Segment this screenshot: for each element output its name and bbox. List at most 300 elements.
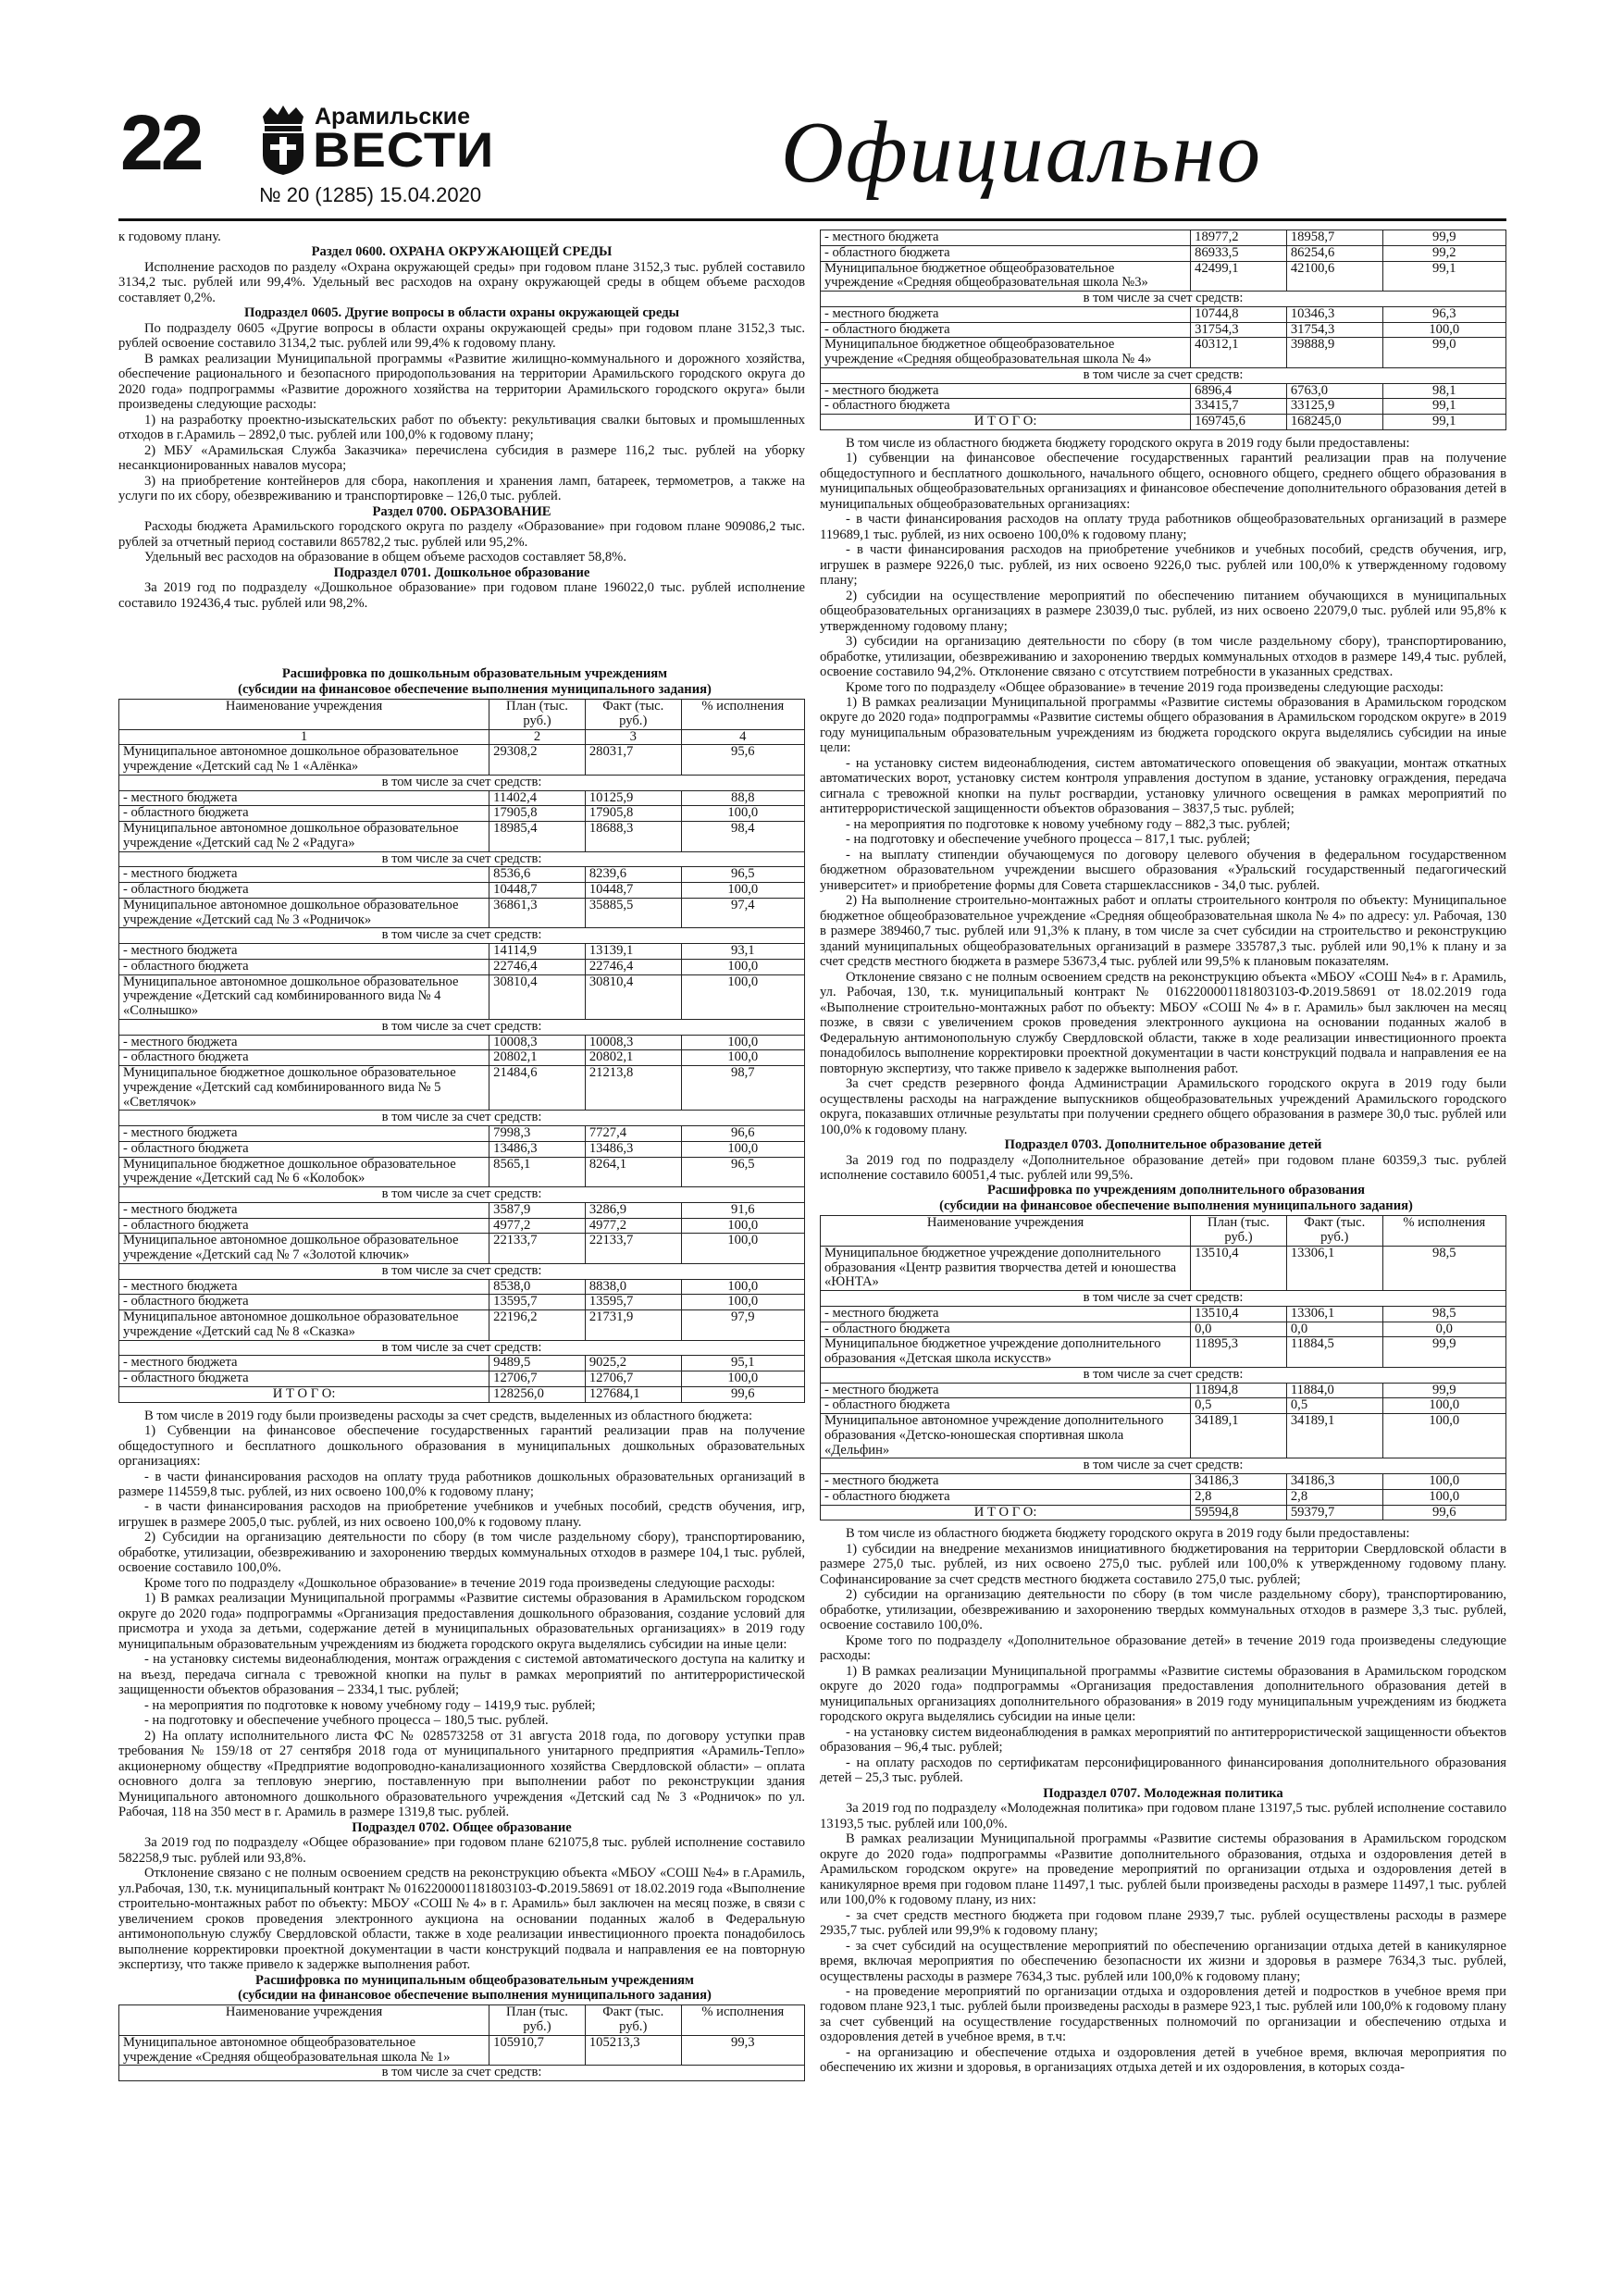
- percent-cell: 98,4: [681, 822, 804, 852]
- plan-cell: 10744,8: [1191, 306, 1287, 322]
- fact-cell: 105213,3: [585, 2035, 681, 2066]
- institution-cell: - областного бюджета: [821, 1322, 1191, 1337]
- plan-cell: 31754,3: [1191, 322, 1287, 338]
- percent-cell: 100,0: [681, 1371, 804, 1387]
- fact-cell: 17905,8: [585, 806, 681, 822]
- plan-cell: 40312,1: [1191, 338, 1287, 368]
- percent-cell: 88,8: [681, 790, 804, 806]
- institution-cell: - местного бюджета: [821, 1474, 1191, 1490]
- fact-cell: 4977,2: [585, 1218, 681, 1234]
- plan-cell: 7998,3: [489, 1126, 586, 1142]
- table-row: [821, 1458, 1506, 1474]
- school-table-continued: [820, 230, 1506, 430]
- paragraph: - в части финансирования расходов на оплату труда работников общеобразовательных организаций в размере 119689,1 тыс. рублей, из них освоено 100,0% к годовому плану;: [820, 512, 1506, 542]
- plan-cell: 86933,5: [1191, 245, 1287, 261]
- plan-cell: 20802,1: [489, 1050, 586, 1066]
- institution-cell: Муниципальное бюджетное дошкольное образовательное учреждение «Детский сад комбинированного вида № 5 «Светлячок»: [119, 1066, 489, 1111]
- table-row: [821, 292, 1506, 307]
- percent-cell: 99,9: [1382, 1383, 1505, 1398]
- total-label-cell: И Т О Г О:: [119, 1386, 489, 1402]
- paragraph: - на организацию и обеспечение отдыха и оздоровления детей в учебное время, включая мероприятия по обеспечению их жизни и здоровья, в организациях отдыха детей и их оздоровления, в которых созда-: [820, 2044, 1506, 2076]
- table-row: [119, 898, 805, 928]
- fact-cell: 31754,3: [1286, 322, 1382, 338]
- paragraph: Исполнение расходов по разделу «Охрана окружающей среды» при годовом плане 3152,3 тыс. рублей составило 3134,2 тыс. рублей или 99,4%. Удельный вес расходов на охрану окружающей среды в общем объеме расходов составляет 0,2%.: [118, 259, 805, 305]
- plan-cell: 11895,3: [1191, 1337, 1287, 1368]
- institution-cell: Муниципальное автономное дошкольное образовательное учреждение «Детский сад № 2 «Радуга»: [119, 822, 489, 852]
- plan-cell: 9489,5: [489, 1356, 586, 1371]
- fact-cell: 28031,7: [585, 745, 681, 776]
- fact-cell: 21731,9: [585, 1310, 681, 1341]
- school-table-start: [118, 2004, 805, 2081]
- section-rubric: Официально: [780, 105, 1262, 201]
- table-row: [119, 2035, 805, 2066]
- table-row: [821, 338, 1506, 368]
- paragraph: - на установку систем видеонаблюдения в рамках мероприятий по антитеррористической защищенности объектов образования – 96,4 тыс. рублей;: [820, 1724, 1506, 1756]
- table-subtitle: (субсидии на финансовое обеспечение выполнения муниципального задания): [238, 1987, 712, 2003]
- percent-cell: 100,0: [681, 806, 804, 822]
- table-row: [119, 1141, 805, 1157]
- percent-cell: 100,0: [681, 883, 804, 899]
- table-row: [119, 1202, 805, 1218]
- section-heading: Раздел 0700. ОБРАЗОВАНИЕ: [372, 503, 551, 519]
- paragraph: - в части финансирования расходов на приобретение учебников и учебных пособий, средств обучения, игр, игрушек в размере 9226,0 тыс. рублей, из них освоено 9226,0 тыс. рублей или 100,0% к утвержденному годовому плану;: [820, 542, 1506, 589]
- logo-title-main: ВЕСТИ: [313, 121, 495, 178]
- table-row: [119, 1157, 805, 1187]
- paragraph: 2) На оплату исполнительного листа ФС № 028573258 от 31 августа 2018 года, по договору уступки прав требования № 159/18 от 27 сентября 2018 года от муниципального унитарного предприятия «Арамиль-Тепло» акционерному обществу «Предприятие водопроводно-канализационного хозяйства Свердловской области» – оплата основного долга за тепловую энергию, поставленную при выполнении работ по реконструкции здания Муниципального автономного дошкольного образовательного учреждения «Детский сад № 3 «Родничок» по ул. Рабочая, 118 на 350 мест в г. Арамиль в размере 1319,8 тыс. рублей.: [118, 1728, 805, 1820]
- subheading-cell: в том числе за счет средств:: [119, 1340, 805, 1356]
- left-column: [118, 230, 805, 2087]
- table-row: [119, 974, 805, 1019]
- table-row: [821, 399, 1506, 415]
- institution-cell: - областного бюджета: [119, 1218, 489, 1234]
- paragraph: - на подготовку и обеспечение учебного процесса – 180,5 тыс. рублей.: [144, 1713, 549, 1729]
- table-row: [119, 1126, 805, 1142]
- paragraph: - в части финансирования расходов на оплату труда работников дошкольных образовательных организаций в размере 114559,8 тыс. рублей, из них освоено 100,0% к годовому плану;: [118, 1469, 805, 1499]
- institution-cell: - областного бюджета: [821, 1489, 1191, 1505]
- table-row: [119, 1310, 805, 1341]
- fact-cell: 13139,1: [585, 944, 681, 960]
- col-header-pct: % исполнения: [681, 700, 804, 730]
- fact-cell: 3286,9: [585, 1202, 681, 1218]
- plan-cell: 30810,4: [489, 974, 586, 1019]
- plan-cell: 169745,6: [1191, 415, 1287, 430]
- plan-cell: 10008,3: [489, 1035, 586, 1050]
- paragraph: - на установку системы видеонаблюдения, монтаж ограждения с системой автоматического доступа на калитку и на въезд, передача сигнала с тревожной кнопки на пульт в рамках мероприятий по антитеррористической защищенности объектов образования – 2334,1 тыс. рублей;: [118, 1652, 805, 1698]
- subheading-cell: в том числе за счет средств:: [119, 928, 805, 944]
- percent-cell: 100,0: [681, 1218, 804, 1234]
- fact-cell: 8264,1: [585, 1157, 681, 1187]
- plan-cell: 17905,8: [489, 806, 586, 822]
- table-row: [821, 1246, 1506, 1290]
- fact-cell: 10346,3: [1286, 306, 1382, 322]
- paragraph: 1) на разработку проектно-изыскательских работ по объекту: рекультивация свалки бытовых и промышленных отходов в г.Арамиль – 2892,0 тыс. рублей или 100,0% к годовому плану;: [118, 412, 805, 443]
- plan-cell: 0,5: [1191, 1398, 1287, 1414]
- table-title: Расшифровка по учреждениям дополнительного образования: [986, 1183, 1366, 1198]
- institution-cell: Муниципальное автономное общеобразовательное учреждение «Средняя общеобразовательная школа № 1»: [119, 2035, 489, 2066]
- paragraph: 1) субвенции на финансовое обеспечение государственных гарантий реализации прав на получение общедоступного и бесплатного дошкольного, начального общего, основного общего, среднего общего образования в муниципальных общеобразовательных организациях и финансовое обеспечение дополнительного образования детей в муниципальных общеобразовательных организациях:: [820, 451, 1507, 512]
- plan-cell: 18977,2: [1191, 230, 1287, 246]
- plan-cell: 12706,7: [489, 1371, 586, 1387]
- fact-cell: 59379,7: [1286, 1505, 1382, 1520]
- institution-cell: - местного бюджета: [119, 790, 489, 806]
- fact-cell: 22133,7: [585, 1234, 681, 1264]
- percent-cell: 100,0: [681, 1035, 804, 1050]
- table-title: Расшифровка по муниципальным общеобразовательным учреждениям: [254, 1972, 694, 1988]
- fact-cell: 9025,2: [585, 1356, 681, 1371]
- paragraph: - на мероприятия по подготовке к новому учебному году – 882,3 тыс. рублей;: [846, 816, 1291, 832]
- institution-cell: Муниципальное бюджетное общеобразовательное учреждение «Средняя общеобразовательная школа №3»: [821, 261, 1191, 292]
- subheading-cell: в том числе за счет средств:: [119, 1263, 805, 1279]
- col-header-plan: План (тыс. руб.): [489, 2005, 586, 2036]
- col-header-plan: План (тыс. руб.): [489, 700, 586, 730]
- institution-cell: - местного бюджета: [119, 1279, 489, 1295]
- header-divider: [118, 218, 1506, 221]
- fact-cell: 13306,1: [1286, 1246, 1382, 1290]
- table-row: [821, 1383, 1506, 1398]
- paragraph: За 2019 год по подразделу «Молодежная политика» при годовом плане 13197,5 тыс. рублей исполнение составило 13193,5 тыс. рублей или 100,0%.: [820, 1801, 1506, 1831]
- table-row: [119, 1295, 805, 1310]
- paragraph: к годовому плану.: [118, 230, 221, 244]
- table-row: [821, 1291, 1506, 1307]
- paragraph: Удельный вес расходов на образование в общем объеме расходов составляет 58,8%.: [144, 550, 626, 565]
- table-row: [821, 261, 1506, 292]
- subheading-cell: в том числе за счет средств:: [821, 1291, 1506, 1307]
- plan-cell: 8536,6: [489, 867, 586, 883]
- table-row: [821, 1414, 1506, 1458]
- percent-cell: 100,0: [1382, 1398, 1505, 1414]
- percent-cell: 93,1: [681, 944, 804, 960]
- fact-cell: 2,8: [1286, 1489, 1382, 1505]
- table-row: [119, 1234, 805, 1264]
- percent-cell: 100,0: [681, 1141, 804, 1157]
- percent-cell: 97,4: [681, 898, 804, 928]
- plan-cell: 6896,4: [1191, 383, 1287, 399]
- paragraph: 3) на приобретение контейнеров для сбора, накопления и хранения ламп, батареек, термометров, а также на услуги по их сбору, обезвреживанию и транспортировке – 126,0 тыс. рублей.: [118, 473, 805, 504]
- percent-cell: 99,1: [1382, 261, 1505, 292]
- institution-cell: - местного бюджета: [119, 1035, 489, 1050]
- fact-cell: 11884,5: [1286, 1337, 1382, 1368]
- plan-cell: 0,0: [1191, 1322, 1287, 1337]
- paragraph: За 2019 год по подразделу «Дошкольное образование» при годовом плане 196022,0 тыс. рублей исполнение составило 192436,4 тыс. рублей или 98,2%.: [118, 580, 805, 611]
- col-header-pct: % исполнения: [681, 2005, 804, 2036]
- table-title: Расшифровка по дошкольным образовательным учреждениям: [281, 666, 668, 682]
- col-header-name: Наименование учреждения: [119, 700, 489, 730]
- paragraph: Кроме того по подразделу «Общее образование» в течение 2019 года произведены следующие расходы:: [846, 679, 1444, 695]
- additional-education-table: [820, 1215, 1506, 1520]
- table-row: [821, 230, 1506, 246]
- institution-cell: - областного бюджета: [119, 806, 489, 822]
- percent-cell: 100,0: [681, 1234, 804, 1264]
- plan-cell: 22196,2: [489, 1310, 586, 1341]
- paragraph: Кроме того по подразделу «Дошкольное образование» в течение 2019 года произведены следующие расходы:: [144, 1575, 775, 1591]
- institution-cell: Муниципальное автономное дошкольное образовательное учреждение «Детский сад № 8 «Сказка»: [119, 1310, 489, 1341]
- table-row: [119, 775, 805, 790]
- section-heading: Подраздел 0605. Другие вопросы в области охраны окружающей среды: [244, 305, 679, 321]
- percent-cell: 98,5: [1382, 1246, 1505, 1290]
- table-row: [821, 415, 1506, 430]
- plan-cell: 11402,4: [489, 790, 586, 806]
- percent-cell: 100,0: [681, 959, 804, 974]
- institution-cell: Муниципальное бюджетное учреждение дополнительного образования «Центр развития творчества детей и юношества «ЮНТА»: [821, 1246, 1191, 1290]
- plan-cell: 2,8: [1191, 1489, 1287, 1505]
- institution-cell: - местного бюджета: [119, 1202, 489, 1218]
- institution-cell: - областного бюджета: [119, 1050, 489, 1066]
- plan-cell: 18985,4: [489, 822, 586, 852]
- paragraph: - в части финансирования расходов на приобретение учебников и учебных пособий, средств обучения, игр, игрушек в размере 2005,0 тыс. рублей, из них освоено 100,0% к годовому плану.: [118, 1499, 805, 1530]
- percent-cell: 99,3: [681, 2035, 804, 2066]
- subheading-cell: в том числе за счет средств:: [119, 1019, 805, 1035]
- subheading-cell: в том числе за счет средств:: [119, 2066, 805, 2081]
- section-heading: Подраздел 0702. Общее образование: [352, 1819, 572, 1835]
- section-heading: Подраздел 0707. Молодежная политика: [1043, 1785, 1283, 1801]
- percent-cell: 100,0: [681, 1279, 804, 1295]
- fact-cell: 13486,3: [585, 1141, 681, 1157]
- paragraph: В том числе из областного бюджета бюджету городского округа в 2019 году были предоставлены:: [846, 1526, 1410, 1542]
- table-subtitle: (субсидии на финансовое обеспечение выполнения муниципального задания): [939, 1198, 1413, 1213]
- paragraph: Кроме того по подразделу «Дополнительное образование детей» в течение 2019 года произведены следующие расходы:: [820, 1632, 1506, 1664]
- percent-cell: 96,5: [681, 1157, 804, 1187]
- fact-cell: 35885,5: [585, 898, 681, 928]
- institution-cell: - местного бюджета: [821, 1306, 1191, 1322]
- plan-cell: 14114,9: [489, 944, 586, 960]
- col-header-fact: Факт (тыс. руб.): [1286, 1216, 1382, 1247]
- table-row: [119, 959, 805, 974]
- percent-cell: 98,1: [1382, 383, 1505, 399]
- fact-cell: 21213,8: [585, 1066, 681, 1111]
- percent-cell: 96,5: [681, 867, 804, 883]
- institution-cell: Муниципальное автономное дошкольное образовательное учреждение «Детский сад № 7 «Золотой ключик»: [119, 1234, 489, 1264]
- percent-cell: 100,0: [1382, 1474, 1505, 1490]
- percent-cell: 100,0: [1382, 1414, 1505, 1458]
- paragraph: За 2019 год по подразделу «Дополнительное образование детей» при годовом плане 60359,3 тыс. рублей исполнение составило 60051,4 тыс. рублей или 99,5%.: [820, 1152, 1506, 1183]
- fact-cell: 30810,4: [585, 974, 681, 1019]
- paragraph: - на оплату расходов по сертификатам персонифицированного финансирования дополнительного образования детей – 25,3 тыс. рублей.: [820, 1755, 1506, 1786]
- percent-cell: 100,0: [681, 1295, 804, 1310]
- paragraph: 1) В рамках реализации Муниципальной программы «Развитие системы образования в Арамильском городском округе до 2020 года» подпрограммы «Организация предоставления дополнительного образования детей в муниципальных организациях дополнительного образования» в 2019 году муниципальным учреждениям из бюджета городского округа выделялись субсидии на иные цели:: [820, 1663, 1506, 1725]
- institution-cell: - областного бюджета: [119, 1141, 489, 1157]
- table-row: [821, 367, 1506, 383]
- plan-cell: 13595,7: [489, 1295, 586, 1310]
- table-row: [821, 383, 1506, 399]
- fact-cell: 11884,0: [1286, 1383, 1382, 1398]
- fact-cell: 13306,1: [1286, 1306, 1382, 1322]
- paragraph: Отклонение связано с не полным освоением средств на реконструкцию объекта «МБОУ «СОШ №4» в г. Арамиль, ул. Рабочая, 130, т.к. муниципальный контракт № 0162200001181803103-Ф.2019.58691 от 18.02.2019 года «Выполнение строительно-монтажных работ по объекту: МБОУ «СОШ № 4» в г. Арамиль» был заключен на месяц позже, в связи с увеличением сроков проведения электронного аукциона на основании поданных жалоб в Федеральную антимонопольную службу Свердловской области, также в ходе реализации инвестиционного проекта понадобилось выполнение корректировки проектной документации в части конструкций подвала и направления ее на повторную экспертизу, что также привело к задержке выполнения работ.: [820, 969, 1506, 1076]
- table-row: [821, 322, 1506, 338]
- paragraph: За счет средств резервного фонда Администрации Арамильского городского округа в 2019 году были осуществлены расходы на награждение выпускников общеобразовательных учреждений Арамильского городского округа, показавших отличные результаты при получении среднего общего образования в размере 30,0 тыс. рублей или 100,0% к годовому плану.: [820, 1076, 1506, 1137]
- table-row: [119, 806, 805, 822]
- paragraph: 2) МБУ «Арамильская Служба Заказчика» перечислена субсидия в размере 116,2 тыс. рублей на уборку несанкционированных навалов мусора;: [118, 442, 805, 474]
- paragraph: - за счет субсидий на осуществление мероприятий по обеспечению организации отдыха детей в каникулярное время, включая мероприятия по обеспечению безопасности их жизни и здоровья в размере 7634,3 тыс. рублей, осуществлены расходы в размере 7634,3 тыс. рублей или 100,0% к годовому плану;: [820, 1938, 1506, 1984]
- table-row: [821, 1505, 1506, 1520]
- institution-cell: - областного бюджета: [821, 322, 1191, 338]
- total-label-cell: И Т О Г О:: [821, 415, 1191, 430]
- paragraph: В рамках реализации Муниципальной программы «Развитие жилищно-коммунального и дорожного хозяйства, обеспечение рационального и безопасного природопользования на территории Арамильского городского округа до 2020 года» подпрограммы «Развитие дорожного хозяйства на территории Арамильского городского округа» были произведены следующие расходы:: [118, 351, 805, 413]
- fact-cell: 8239,6: [585, 867, 681, 883]
- section-heading: Раздел 0600. ОХРАНА ОКРУЖАЮЩЕЙ СРЕДЫ: [311, 244, 613, 260]
- table-row: [821, 1367, 1506, 1383]
- paragraph: 2) На выполнение строительно-монтажных работ и оплаты строительного контроля по объекту: Муниципальное бюджетное общеобразовательное учреждение «Средняя общеобразовательная школа № 4» по адресу: ул. Рабочая, 130 в размере 389460,7 тыс. рублей или 91,3% к плану, в том числе за счет субсидии на строительство и реконструкцию зданий муниципальных общеобразовательных организаций в размере 335787,3 тыс. рублей или 90,1% к плану и за счет средств местного бюджета в размере 53673,4 тыс. рублей или 99,5% к плановым показателям.: [820, 893, 1506, 970]
- plan-cell: 11894,8: [1191, 1383, 1287, 1398]
- institution-cell: - местного бюджета: [119, 1126, 489, 1142]
- table-row: [821, 1306, 1506, 1322]
- plan-cell: 36861,3: [489, 898, 586, 928]
- percent-cell: 100,0: [1382, 1489, 1505, 1505]
- table-row: [119, 1050, 805, 1066]
- percent-cell: 100,0: [681, 1050, 804, 1066]
- col-header-pct: % исполнения: [1382, 1216, 1505, 1247]
- institution-cell: Муниципальное бюджетное общеобразовательное учреждение «Средняя общеобразовательная школа № 4»: [821, 338, 1191, 368]
- subheading-cell: в том числе за счет средств:: [821, 1458, 1506, 1474]
- percent-cell: 98,7: [681, 1066, 804, 1111]
- paragraph: - на выплату стипендии обучающемуся по договору целевого обучения в федеральном государственном бюджетном образовательном учреждении высшего образования «Уральский государственный педагогический университет» и приобретение формы для Совета старшеклассников - 34,0 тыс. рублей.: [820, 847, 1506, 893]
- institution-cell: - местного бюджета: [821, 383, 1191, 399]
- fact-cell: 22746,4: [585, 959, 681, 974]
- col-number: 4: [681, 729, 804, 745]
- paragraph: 1) В рамках реализации Муниципальной программы «Развитие системы образования в Арамильском городском округе до 2020 года» подпрограммы «Организация предоставления дошкольного образования, создание условий для присмотра и ухода за детьми, содержание детей в муниципальных образовательных организациях» в 2019 году муниципальным образовательным учреждениям из бюджета городского округа выделялись субсидии на иные цели:: [118, 1591, 805, 1652]
- institution-cell: - областного бюджета: [821, 399, 1191, 415]
- table-row: [119, 1340, 805, 1356]
- table-row: [821, 1398, 1506, 1414]
- right-column: [820, 230, 1506, 2076]
- col-header-name: Наименование учреждения: [821, 1216, 1191, 1247]
- percent-cell: 97,9: [681, 1310, 804, 1341]
- plan-cell: 8538,0: [489, 1279, 586, 1295]
- table-row: [119, 1279, 805, 1295]
- percent-cell: 96,6: [681, 1126, 804, 1142]
- plan-cell: 13486,3: [489, 1141, 586, 1157]
- institution-cell: Муниципальное автономное дошкольное образовательное учреждение «Детский сад комбинированного вида № 4 «Солнышко»: [119, 974, 489, 1019]
- percent-cell: 99,2: [1382, 245, 1505, 261]
- institution-cell: - местного бюджета: [821, 1383, 1191, 1398]
- subheading-cell: в том числе за счет средств:: [821, 292, 1506, 307]
- preschool-table: [118, 699, 805, 1403]
- institution-cell: - местного бюджета: [119, 1356, 489, 1371]
- percent-cell: 100,0: [1382, 322, 1505, 338]
- institution-cell: Муниципальное автономное дошкольное образовательное учреждение «Детский сад № 3 «Родничок»: [119, 898, 489, 928]
- institution-cell: - областного бюджета: [821, 245, 1191, 261]
- fact-cell: 42100,6: [1286, 261, 1382, 292]
- fact-cell: 10125,9: [585, 790, 681, 806]
- table-row: [119, 928, 805, 944]
- paragraph: Отклонение связано с не полным освоением средств на реконструкцию объекта «МБОУ «СОШ №4» в г.Арамиль, ул.Рабочая, 130, т.к. муниципальный контракт № 0162200001181803103-Ф.2019.58691 от 18.02.2019 года «Выполнение строительно-монтажных работ по объекту: МБОУ «СОШ № 4» в г. Арамиль» был заключен на месяц позже, в связи с увеличением сроков проведения электронного аукциона на основании поданных жалоб в Федеральную антимонопольную службу Свердловской области, также в ходе реализации инвестиционного проекта понадобилось выполнение корректировки проектной документации в части конструкций подвала и направления ее на повторную экспертизу, что также привело к задержке выполнения работ.: [118, 1866, 805, 1973]
- fact-cell: 10008,3: [585, 1035, 681, 1050]
- table-row: [119, 1218, 805, 1234]
- logo-title-top: Арамильские: [315, 104, 471, 130]
- paragraph: В том числе в 2019 году были произведены расходы за счет средств, выделенных из областного бюджета:: [144, 1408, 753, 1423]
- table-row: [119, 1111, 805, 1126]
- plan-cell: 10448,7: [489, 883, 586, 899]
- plan-cell: 33415,7: [1191, 399, 1287, 415]
- plan-cell: 21484,6: [489, 1066, 586, 1111]
- plan-cell: 34186,3: [1191, 1474, 1287, 1490]
- table-row: [119, 745, 805, 776]
- subheading-cell: в том числе за счет средств:: [119, 775, 805, 790]
- fact-cell: 10448,7: [585, 883, 681, 899]
- table-subtitle: (субсидии на финансовое обеспечение выполнения муниципального задания): [238, 681, 712, 697]
- table-row: [119, 1263, 805, 1279]
- fact-cell: 8838,0: [585, 1279, 681, 1295]
- col-number: 3: [585, 729, 681, 745]
- table-row: [119, 1035, 805, 1050]
- paragraph: По подразделу 0605 «Другие вопросы в области охраны окружающей среды» при годовом плане 3152,3 тыс. рублей освоение составило 3134,2 тыс. рублей или 99,4% к годовому плану.: [118, 320, 805, 352]
- fact-cell: 6763,0: [1286, 383, 1382, 399]
- table-row: [119, 2066, 805, 2081]
- institution-cell: - областного бюджета: [119, 959, 489, 974]
- table-row: [119, 1019, 805, 1035]
- plan-cell: 22133,7: [489, 1234, 586, 1264]
- fact-cell: 0,5: [1286, 1398, 1382, 1414]
- plan-cell: 29308,2: [489, 745, 586, 776]
- table-row: [119, 1371, 805, 1387]
- fact-cell: 168245,0: [1286, 415, 1382, 430]
- plan-cell: 34189,1: [1191, 1414, 1287, 1458]
- paragraph: - на подготовку и обеспечение учебного процесса – 817,1 тыс. рублей;: [846, 832, 1251, 848]
- fact-cell: 20802,1: [585, 1050, 681, 1066]
- col-number: 1: [119, 729, 489, 745]
- percent-cell: 0,0: [1382, 1322, 1505, 1337]
- percent-cell: 91,6: [681, 1202, 804, 1218]
- table-row: [821, 1489, 1506, 1505]
- institution-cell: - местного бюджета: [821, 230, 1191, 246]
- subheading-cell: в том числе за счет средств:: [119, 851, 805, 867]
- fact-cell: 33125,9: [1286, 399, 1382, 415]
- plan-cell: 13510,4: [1191, 1246, 1287, 1290]
- table-row: [119, 1356, 805, 1371]
- town-emblem-icon: [257, 104, 309, 176]
- plan-cell: 8565,1: [489, 1157, 586, 1187]
- newspaper-logo: [257, 104, 495, 178]
- subheading-cell: в том числе за счет средств:: [821, 1367, 1506, 1383]
- institution-cell: - местного бюджета: [119, 944, 489, 960]
- institution-cell: Муниципальное автономное дошкольное образовательное учреждение «Детский сад № 1 «Алёнка»: [119, 745, 489, 776]
- percent-cell: 96,3: [1382, 306, 1505, 322]
- percent-cell: 99,1: [1382, 415, 1505, 430]
- fact-cell: 18958,7: [1286, 230, 1382, 246]
- fact-cell: 34189,1: [1286, 1414, 1382, 1458]
- total-label-cell: И Т О Г О:: [821, 1505, 1191, 1520]
- col-number: 2: [489, 729, 586, 745]
- table-row: [821, 1322, 1506, 1337]
- paragraph: 1) Субвенции на финансовое обеспечение государственных гарантий реализации прав на получение общедоступного и бесплатного дошкольного образования в муниципальных дошкольных образовательных организациях:: [118, 1423, 805, 1470]
- percent-cell: 100,0: [681, 974, 804, 1019]
- paragraph: 1) В рамках реализации Муниципальной программы «Развитие системы образования в Арамильском городском округе до 2020 года» подпрограммы «Развитие системы общего образования в Арамильском городском округе» в 2019 году муниципальным образовательным учреждениям из бюджета городского округа выделялись субсидии на иные цели:: [820, 694, 1506, 756]
- paragraph: В рамках реализации Муниципальной программы «Развитие системы образования в Арамильском городском округе до 2020 года» подпрограммы «Развитие дополнительного образования, отдыха и оздоровления детей в Арамильском городском округе» на проведение мероприятий по организации отдыха и оздоровления детей в каникулярное время при годовом плане 11497,1 тыс. рублей были произведены расходы в размере 11497,1 тыс. рублей или 100,0% к годовому плану, из них:: [820, 1831, 1506, 1908]
- institution-cell: - местного бюджета: [119, 867, 489, 883]
- institution-cell: Муниципальное автономное учреждение дополнительного образования «Детско-юношеская спортивная школа «Дельфин»: [821, 1414, 1191, 1458]
- table-row: [119, 867, 805, 883]
- percent-cell: 99,6: [681, 1386, 804, 1402]
- table-row: [119, 883, 805, 899]
- subheading-cell: в том числе за счет средств:: [119, 1111, 805, 1126]
- section-heading: Подраздел 0701. Дошкольное образование: [333, 565, 590, 580]
- percent-cell: 99,9: [1382, 1337, 1505, 1368]
- fact-cell: 86254,6: [1286, 245, 1382, 261]
- paragraph: В том числе из областного бюджета бюджету городского округа в 2019 году были предоставлены:: [846, 435, 1410, 451]
- fact-cell: 39888,9: [1286, 338, 1382, 368]
- percent-cell: 95,1: [681, 1356, 804, 1371]
- paragraph: 2) Субсидии на организацию деятельности по сбору (в том числе раздельному сбору), транспортированию, обработке, утилизации, обезвреживанию и захоронению твердых коммунальных отходов в размере 104,1 тыс. рублей, освоение составило 100,0%.: [118, 1530, 805, 1576]
- institution-cell: Муниципальное бюджетное дошкольное образовательное учреждение «Детский сад № 6 «Колобок»: [119, 1157, 489, 1187]
- issue-number: № 20 (1285) 15.04.2020: [259, 183, 482, 206]
- fact-cell: 12706,7: [585, 1371, 681, 1387]
- institution-cell: Муниципальное бюджетное учреждение дополнительного образования «Детская школа искусств»: [821, 1337, 1191, 1368]
- section-heading: Подраздел 0703. Дополнительное образование детей: [1004, 1137, 1322, 1153]
- institution-cell: - областного бюджета: [119, 883, 489, 899]
- paragraph: - за счет средств местного бюджета при годовом плане 2939,7 тыс. рублей осуществлены расходы в размере 2935,7 тыс. рублей или 99,9% к годовому плану;: [820, 1907, 1506, 1939]
- table-row: [119, 790, 805, 806]
- institution-cell: - областного бюджета: [821, 1398, 1191, 1414]
- paragraph: За 2019 год по подразделу «Общее образование» при годовом плане 621075,8 тыс. рублей исполнение составило 582258,9 тыс. рублей или 93,8%.: [118, 1835, 805, 1866]
